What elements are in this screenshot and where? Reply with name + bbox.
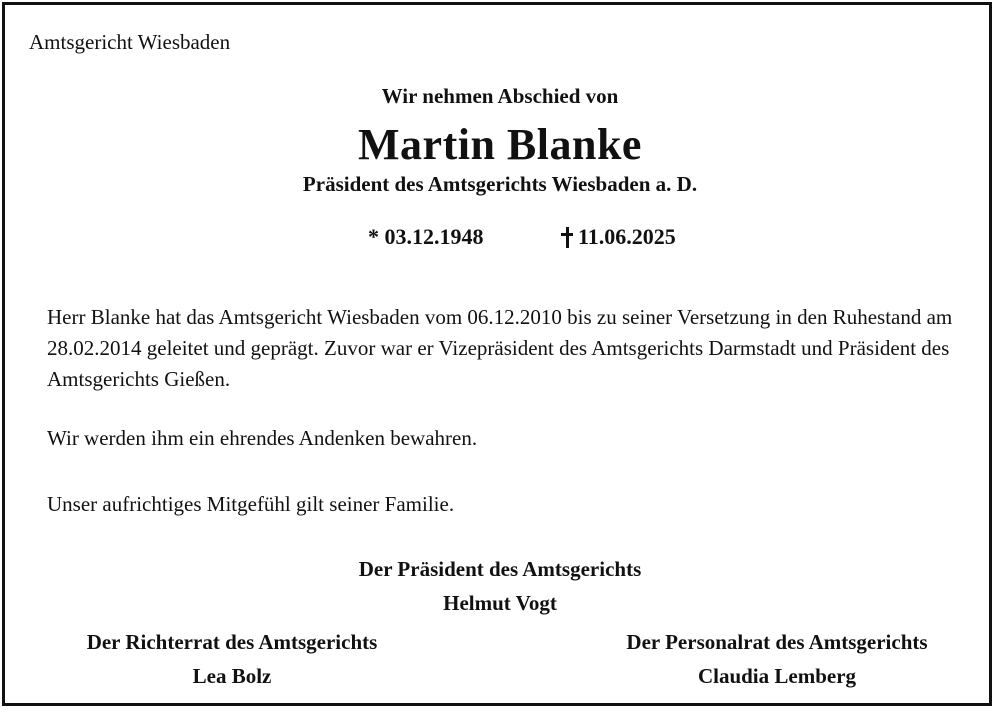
president-title: Der Präsident des Amtsgerichts — [358, 557, 642, 581]
issuer-name: Amtsgericht Wiesbaden — [29, 30, 231, 54]
death-date: 11.06.2025 — [578, 224, 676, 249]
president-name: Helmut Vogt — [443, 591, 557, 615]
deceased-name: Martin Blanke — [358, 120, 642, 169]
staff-council-title: Der Personalrat des Amtsgerichts — [626, 630, 928, 654]
death-date-group — [561, 224, 676, 250]
intro-line: Wir nehmen Abschied von — [381, 84, 619, 108]
judges-council-name: Lea Bolz — [192, 664, 272, 688]
cross-icon — [561, 226, 573, 248]
condolence-paragraph: Unser aufrichtiges Mitgefühl gilt seiner Familie. — [47, 492, 455, 516]
judges-council-title: Der Richterrat des Amtsgerichts — [86, 630, 378, 654]
biography-paragraph: Herr Blanke hat das Amtsgericht Wiesbaden vom 06.12.2010 bis zu seiner Versetzung in den Ruhestand am 28.02.2014 geleitet und geprägt. Zuvor war er Vizepräsident des Amtsgerichts Darmstadt und Präsident des Amtsgerichts Gießen. — [47, 305, 953, 391]
deceased-title: Präsident des Amtsgerichts Wiesbaden a. D. — [302, 172, 698, 196]
remembrance-paragraph: Wir werden ihm ein ehrendes Andenken bewahren. — [47, 426, 478, 450]
staff-council-name: Claudia Lemberg — [697, 664, 857, 688]
birth-date: * 03.12.1948 — [368, 224, 484, 249]
